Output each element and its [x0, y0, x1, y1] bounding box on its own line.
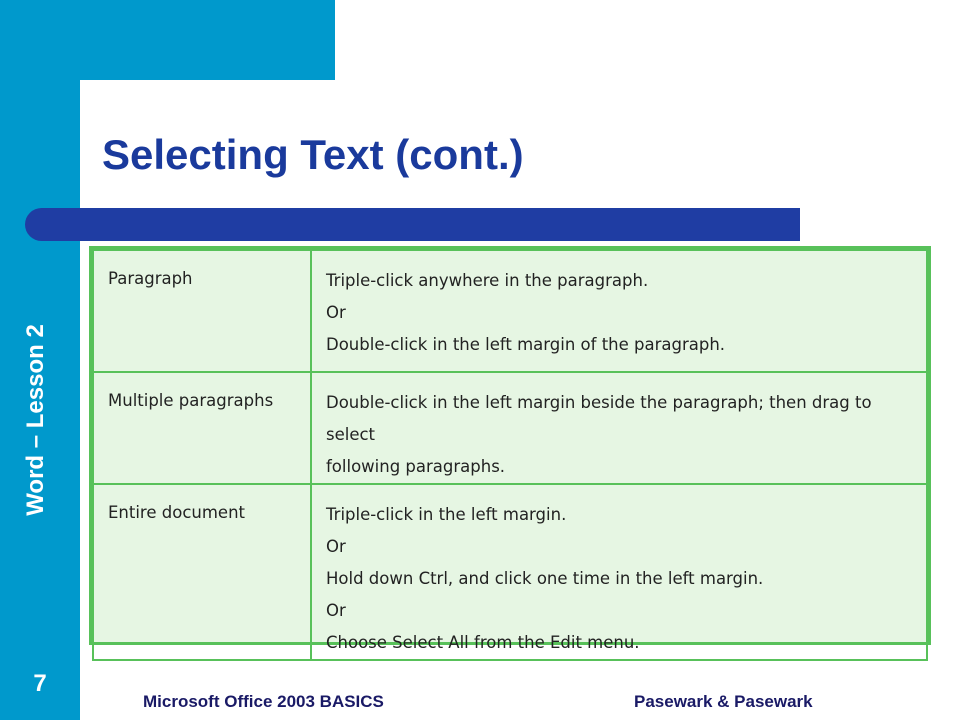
description-line: Or: [326, 537, 346, 556]
slide-title: Selecting Text (cont.): [102, 131, 524, 178]
table-cell-item: Multiple paragraphs: [93, 372, 311, 484]
table-cell-item: Entire document: [93, 484, 311, 660]
sidebar-lesson-label: Word – Lesson 2: [22, 324, 49, 516]
description-line: Or: [326, 303, 346, 322]
table-cell-description: [311, 484, 927, 660]
description-line: Triple-click in the left margin.: [326, 505, 567, 524]
description-line: Double-click in the left margin beside the paragraph; then drag to select: [326, 393, 872, 444]
description-line: Double-click in the left margin of the paragraph.: [326, 335, 726, 354]
selection-methods-table: [89, 246, 931, 652]
header-block: [0, 0, 335, 80]
description-line: Or: [326, 601, 346, 620]
description-line: Choose Select All from the Edit menu.: [326, 633, 640, 652]
description-line: Triple-click anywhere in the paragraph.: [326, 271, 649, 290]
description-line: Hold down Ctrl, and click one time in the left margin.: [326, 569, 764, 588]
table-row: [93, 250, 927, 372]
table-cell-item: Paragraph: [93, 250, 311, 372]
description-line: following paragraphs.: [326, 457, 506, 476]
footer-authors: Pasewark & Pasewark: [634, 692, 813, 711]
slide-number: 7: [33, 670, 47, 697]
table-row: [93, 372, 927, 484]
footer-course-title: Microsoft Office 2003 BASICS: [143, 692, 384, 711]
title-underline-bar: [25, 208, 800, 241]
table-cell-description: [311, 250, 927, 372]
table-cell-description: [311, 372, 927, 484]
table-row: [93, 484, 927, 660]
